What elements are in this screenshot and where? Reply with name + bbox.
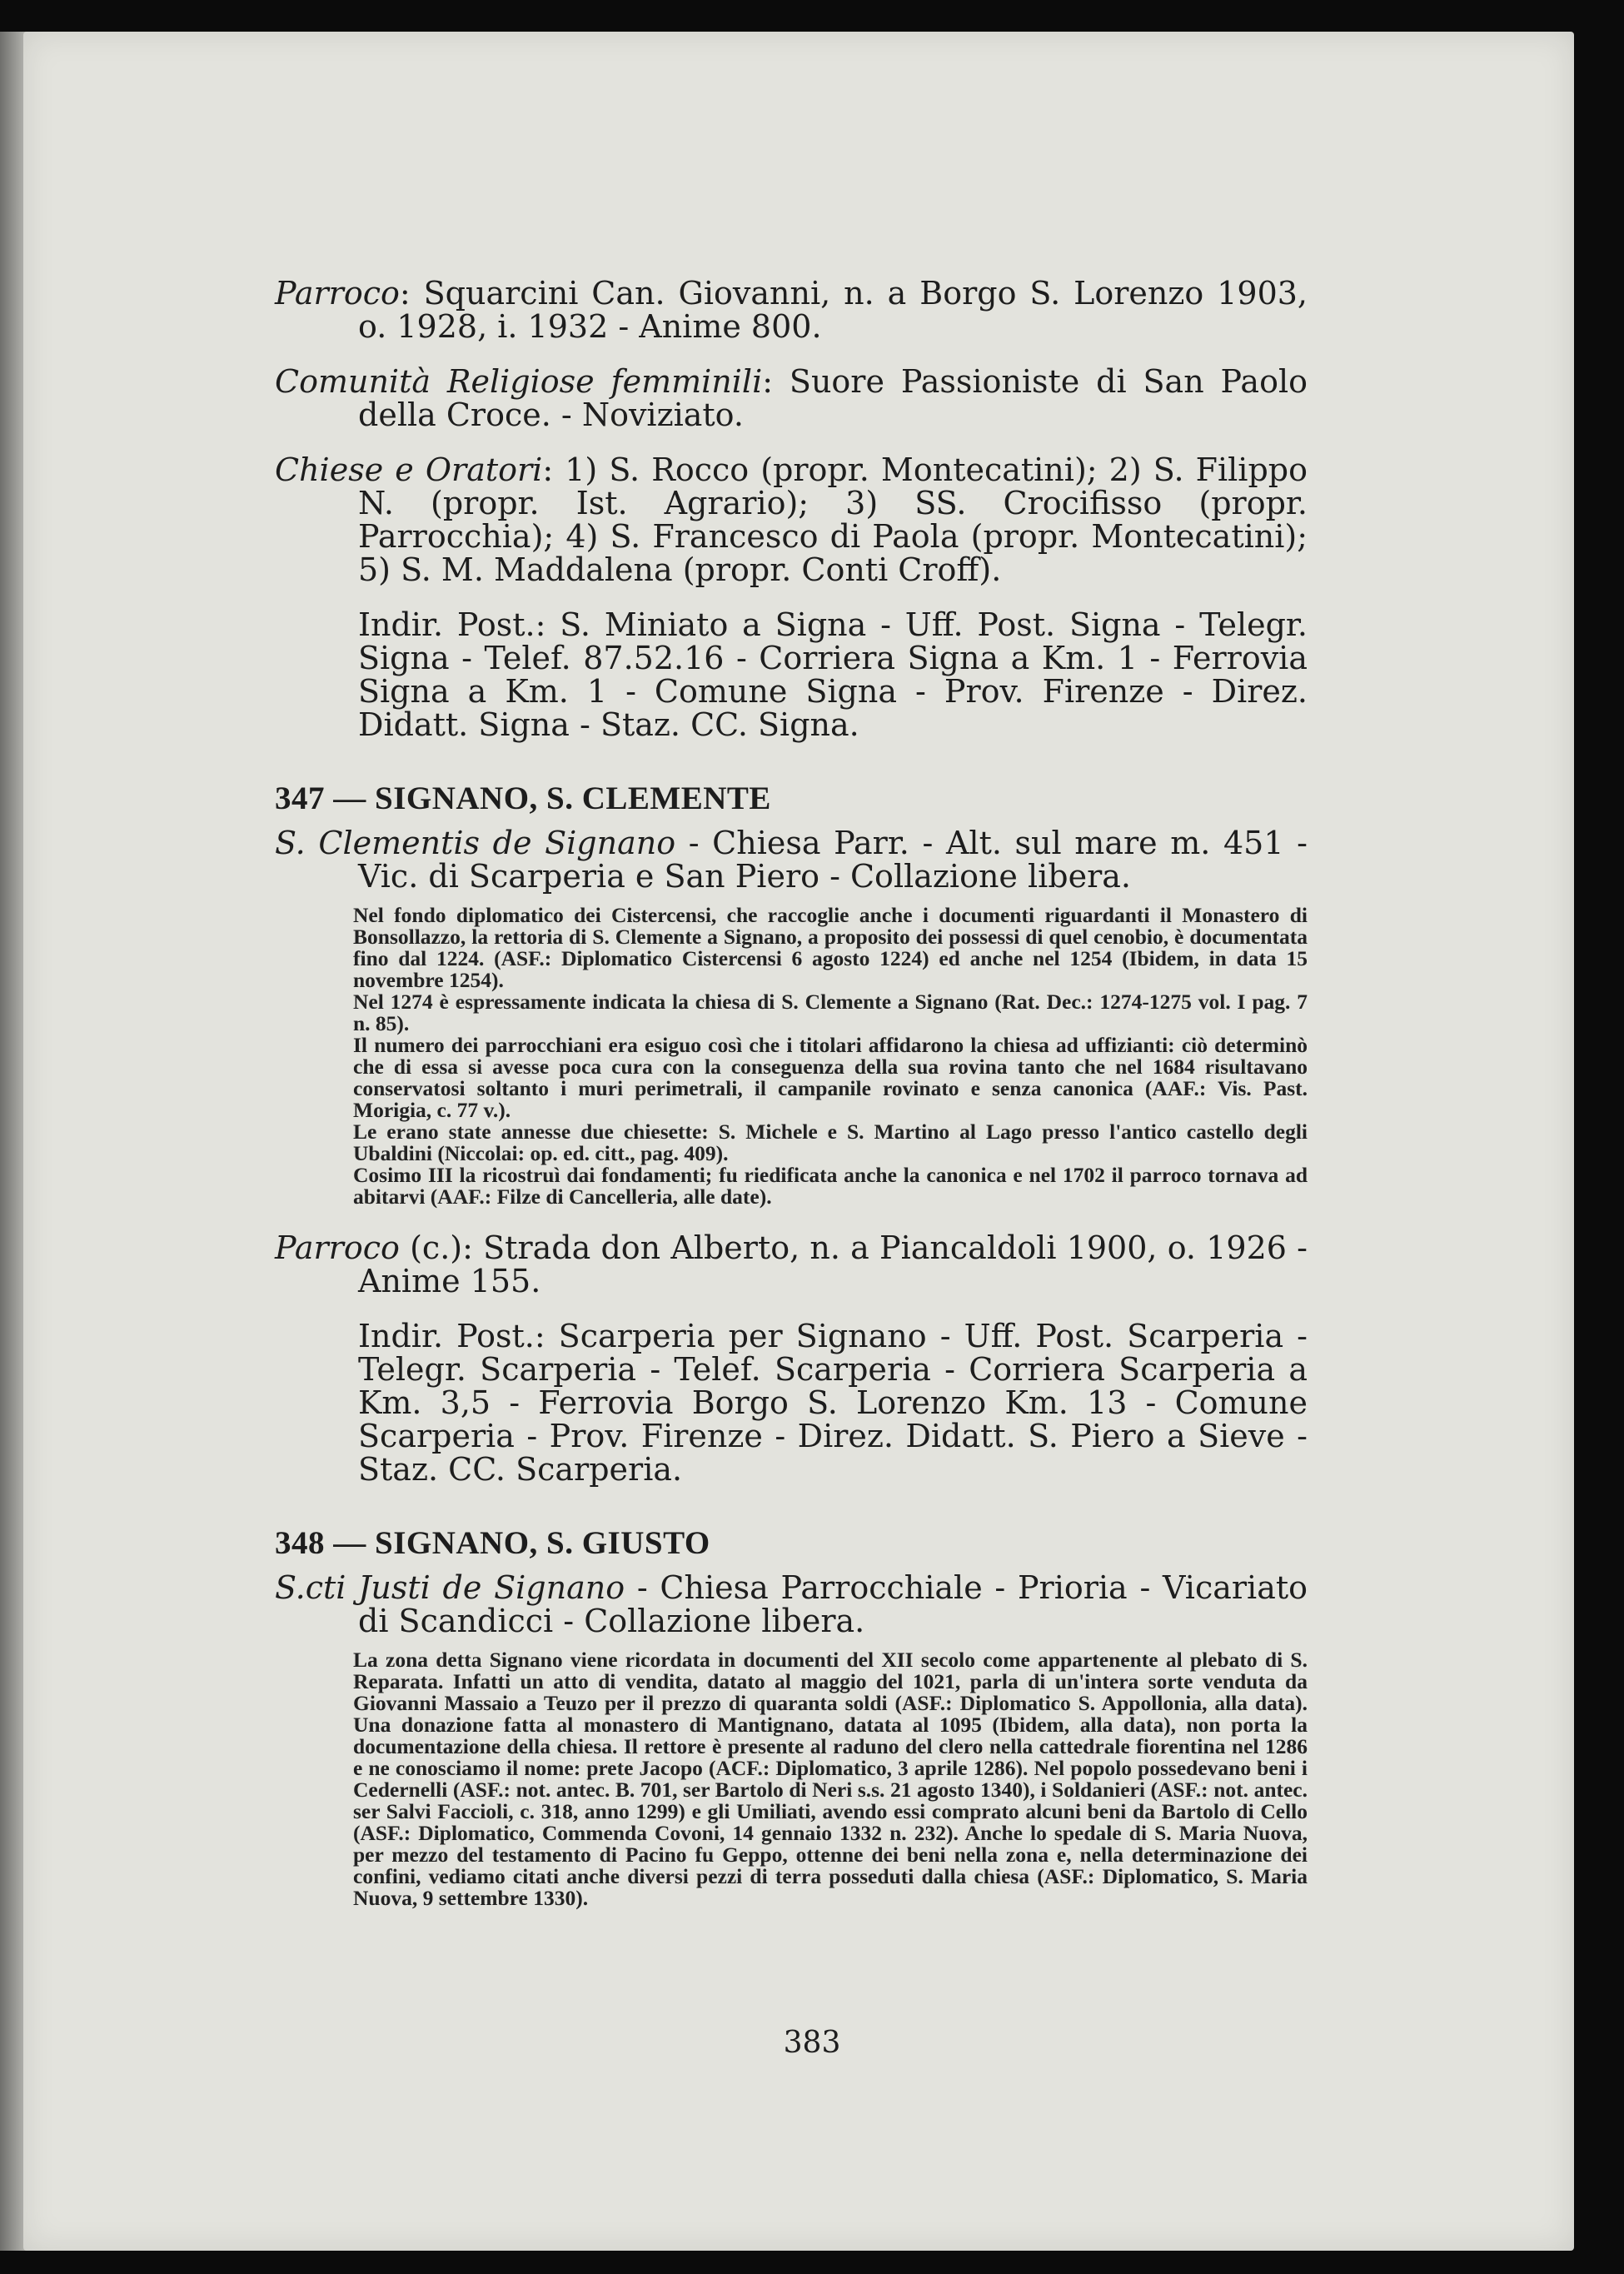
entry346-chiese (275, 453, 1308, 586)
latin-name: S. Clementis de Signano (275, 825, 676, 861)
note-paragraph: Nel 1274 è espressamente indicata la chiesa di S. Clemente a Signano (Rat. Dec.: 1274-1275 vol. I pag. 7 n. 85). (353, 990, 1308, 1035)
entry346-comunita (275, 365, 1308, 431)
chiese-label: Chiese e Oratori (275, 451, 543, 488)
note-paragraph: Nel fondo diplomatico dei Cistercensi, che raccoglie anche i documenti riguardanti il Monastero di Bonsollazzo, la rettoria di S. Clemente a Signano, a proposito dei possessi di quel cenobio, è documentata fino dal 1224. (ASF.: Diplomatico Cistercensi 6 agosto 1224) ed anche nel 1254 (Ibidem, in data 15 novembre 1254). (353, 903, 1308, 992)
entry347-notes (353, 905, 1308, 1208)
entry346-parroco (275, 277, 1308, 343)
entry348-intro (275, 1571, 1308, 1638)
note-paragraph: Cosimo III la ricostruì dai fondamenti; fu riedificata anche la canonica e nel 1702 il parroco tornava ad abitarvi (AAF.: Filze di Cancelleria, alle date). (353, 1163, 1308, 1209)
comunita-label: Comunità Religiose femminili (275, 363, 763, 400)
parroco-text: : Squarcini Can. Giovanni, n. a Borgo S. Lorenzo 1903, o. 1928, i. 1932 - Anime 800. (358, 275, 1308, 345)
page-content (275, 277, 1308, 1932)
note-paragraph: Il numero dei parrocchiani era esiguo così che i titolari affidarono la chiesa ad uffizianti: ciò determinò che di essa si avesse poca cura con la conseguenza della sua rovina tanto che nel 1684 risultavano conservatosi soltanto i muri perimetrali, il campanile rovinato e senza canonica (AAF.: Vis. Past. Morigia, c. 77 v.). (353, 1033, 1308, 1122)
entry346-indirizzo: Indir. Post.: S. Miniato a Signa - Uff. Post. Signa - Telegr. Signa - Telef. 87.52.16 - Corriera Signa a Km. 1 - Ferrovia Signa a Km. 1 - Comune Signa - Prov. Firenze - Direz. Didatt. Signa - Staz. CC. Signa. (358, 606, 1308, 743)
parroco-label: Parroco (275, 275, 400, 312)
note-paragraph: La zona detta Signano viene ricordata in documenti del XII secolo come appartenente al plebato di S. Reparata. Infatti un atto di vendita, datato al maggio del 1021, parla di un'intera sorte venduta da Giovanni Massaio a Teuzo per il prezzo di quaranta soldi (ASF.: Diplomatico S. Appollonia, alla data). Una donazione fatta al monastero di Mantignano, datata al 1095 (Ibidem, alla data), non porta la documentazione della chiesa. Il rettore è presente al raduno del clero nella cattedrale fiorentina nel 1286 e ne conosciamo il nome: prete Jacopo (ACF.: Diplomatico, 3 aprile 1286). Nel popolo possedevano beni i Cedernelli (ASF.: not. antec. B. 701, ser Bartolo di Neri s.s. 21 agosto 1340), i Soldanieri (ASF.: not. antec. ser Salvi Faccioli, c. 318, anno 1299) e gli Umiliati, avendo essi comprato alcuni beni da Bartolo di Cello (ASF.: Diplomatico, Commenda Covoni, 14 gennaio 1332 n. 232). Anche lo spedale di S. Maria Nuova, per mezzo del testamento di Pacino fu Geppo, ottenne dei beni nella zona e, nella determinazione dei confini, vediamo citati anche diversi pezzi di terra posseduti dalla chiesa (ASF.: Diplomatico, S. Maria Nuova, 9 settembre 1330). (353, 1648, 1308, 1910)
entry348-heading: 348 — SIGNANO, S. GIUSTO (275, 1525, 710, 1561)
latin-name: S.cti Justi de Signano (275, 1569, 625, 1606)
entry347-indirizzo: Indir. Post.: Scarperia per Signano - Uff. Post. Scarperia - Telegr. Scarperia - Telef. Scarperia - Corriera Scarperia a Km. 3,5 - Ferrovia Borgo S. Lorenzo Km. 13 - Comune Scarperia - Prov. Firenze - Direz. Didatt. S. Piero a Sieve - Staz. CC. Scarperia. (358, 1318, 1308, 1488)
parroco-label: Parroco (275, 1229, 400, 1266)
entry348-notes (353, 1649, 1308, 1909)
intro-text: - Chiesa Parrocchiale - Prioria - Vicariato di Scandicci - Collazione libera. (358, 1569, 1308, 1639)
parroco-text: (c.): Strada don Alberto, n. a Piancaldoli 1900, o. 1926 - Anime 155. (358, 1229, 1308, 1299)
entry347-heading: 347 — SIGNANO, S. CLEMENTE (275, 780, 771, 816)
intro-text: - Chiesa Parr. - Alt. sul mare m. 451 - Vic. di Scarperia e San Piero - Collazione libera. (358, 825, 1308, 895)
entry347-intro (275, 826, 1308, 893)
page-number: 383 (783, 2026, 841, 2060)
note-paragraph: Le erano state annesse due chiesette: S. Michele e S. Martino al Lago presso l'antico castello degli Ubaldini (Niccolai: op. ed. citt., pag. 409). (353, 1120, 1308, 1165)
comunita-text: : Suore Passioniste di San Paolo della Croce. - Noviziato. (358, 363, 1308, 433)
entry347-parroco (275, 1231, 1308, 1298)
chiese-text: : 1) S. Rocco (propr. Montecatini); 2) S. Filippo N. (propr. Ist. Agrario); 3) SS. Crocifisso (propr. Parrocchia); 4) S. Francesco di Paola (propr. Montecatini); 5) S. M. Maddalena (propr. Conti Croff). (358, 451, 1308, 588)
